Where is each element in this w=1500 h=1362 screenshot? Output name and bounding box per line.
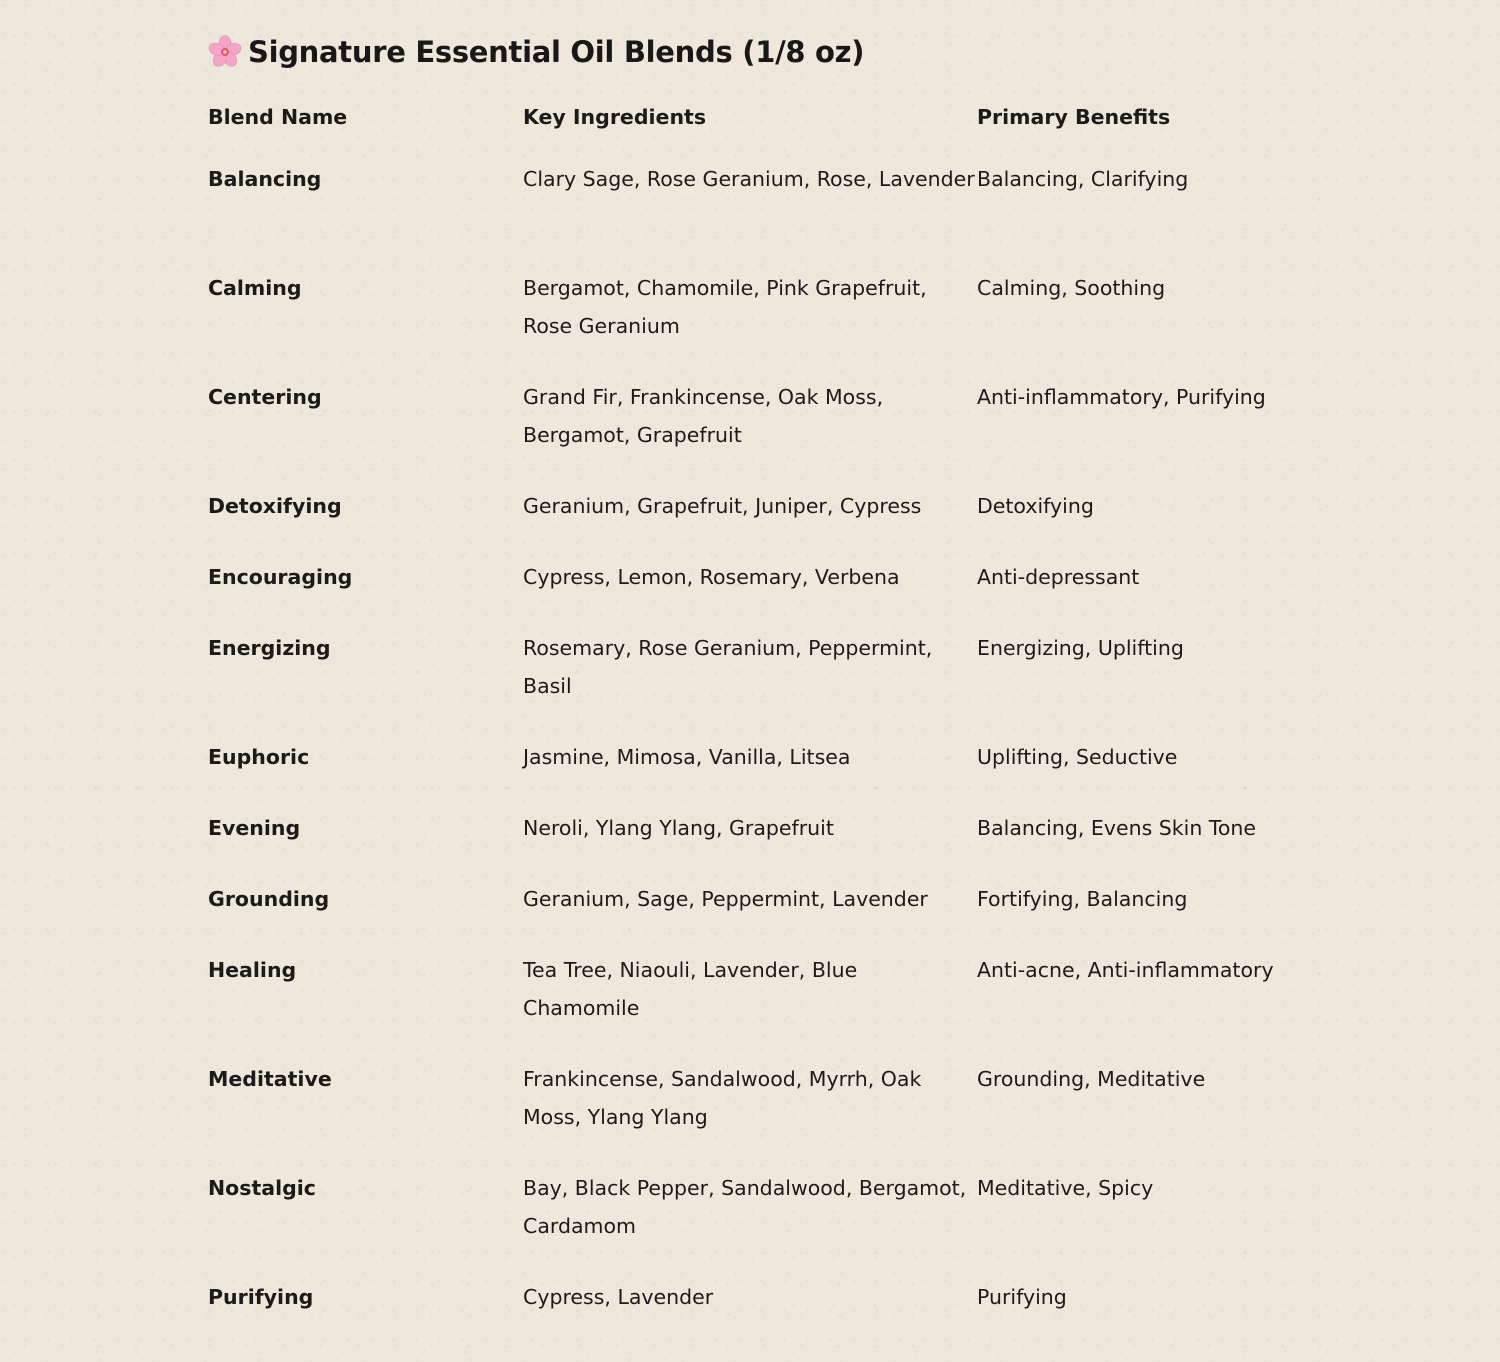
table-row xyxy=(208,809,1308,880)
blend-ingredients: Cypress, Lemon, Rosemary, Verbena xyxy=(523,565,900,589)
table-row xyxy=(208,1169,1308,1278)
blend-name: Healing xyxy=(208,958,297,982)
table-row xyxy=(208,487,1308,558)
blend-name: Euphoric xyxy=(208,745,310,769)
table-row xyxy=(208,160,1308,269)
column-header-ingredients: Key Ingredients xyxy=(523,105,707,129)
table-row xyxy=(208,378,1308,487)
blend-name: Purifying xyxy=(208,1285,314,1309)
blend-benefits: Anti-depressant xyxy=(977,565,1140,589)
blend-ingredients: Neroli, Ylang Ylang, Grapefruit xyxy=(523,816,834,840)
blend-ingredients: Geranium, Sage, Peppermint, Lavender xyxy=(523,887,928,911)
column-header-benefits: Primary Benefits xyxy=(977,105,1171,129)
blend-benefits: Anti-inflammatory, Purifying xyxy=(977,385,1266,409)
blend-benefits: Balancing, Clarifying xyxy=(977,167,1189,191)
blend-ingredients: Rosemary, Rose Geranium, Peppermint, Basil xyxy=(523,636,933,698)
blend-benefits: Detoxifying xyxy=(977,494,1094,518)
blend-benefits: Balancing, Evens Skin Tone xyxy=(977,816,1257,840)
blend-ingredients: Geranium, Grapefruit, Juniper, Cypress xyxy=(523,494,922,518)
blend-ingredients: Cypress, Lavender xyxy=(523,1285,714,1309)
blend-ingredients: Clary Sage, Rose Geranium, Rose, Lavender xyxy=(523,167,975,191)
blend-benefits: Anti-acne, Anti-inflammatory xyxy=(977,958,1274,982)
blend-benefits: Uplifting, Seductive xyxy=(977,745,1178,769)
table-row xyxy=(208,951,1308,1060)
blend-benefits: Meditative, Spicy xyxy=(977,1176,1154,1200)
page-title xyxy=(208,30,1308,74)
blend-benefits: Fortifying, Balancing xyxy=(977,887,1188,911)
blend-benefits: Purifying xyxy=(977,1285,1067,1309)
title-text: Signature Essential Oil Blends (1/8 oz) xyxy=(248,35,865,69)
table-row xyxy=(208,1060,1308,1169)
blend-ingredients: Grand Fir, Frankincense, Oak Moss, Bergamot, Grapefruit xyxy=(523,385,884,447)
blend-name: Detoxifying xyxy=(208,494,342,518)
blend-name: Meditative xyxy=(208,1067,332,1091)
blend-ingredients: Bergamot, Chamomile, Pink Grapefruit, Rose Geranium xyxy=(523,276,927,338)
blend-ingredients: Tea Tree, Niaouli, Lavender, Blue Chamomile xyxy=(523,958,858,1020)
blend-ingredients: Jasmine, Mimosa, Vanilla, Litsea xyxy=(523,745,851,769)
page xyxy=(208,30,1308,1349)
blends-table xyxy=(208,98,1308,1349)
table-row xyxy=(208,880,1308,951)
blend-name: Encouraging xyxy=(208,565,353,589)
blend-name: Evening xyxy=(208,816,301,840)
blend-benefits: Calming, Soothing xyxy=(977,276,1166,300)
blend-name: Nostalgic xyxy=(208,1176,316,1200)
table-row xyxy=(208,558,1308,629)
blend-name: Centering xyxy=(208,385,322,409)
blend-benefits: Grounding, Meditative xyxy=(977,1067,1206,1091)
column-header-name: Blend Name xyxy=(208,105,348,129)
blend-name: Energizing xyxy=(208,636,331,660)
blend-benefits: Energizing, Uplifting xyxy=(977,636,1184,660)
blend-name: Grounding xyxy=(208,887,330,911)
blend-name: Balancing xyxy=(208,167,322,191)
cherry-blossom-icon xyxy=(208,35,242,69)
table-row xyxy=(208,269,1308,378)
table-header xyxy=(208,98,1308,160)
blend-ingredients: Frankincense, Sandalwood, Myrrh, Oak Moss, Ylang Ylang xyxy=(523,1067,922,1129)
table-row xyxy=(208,1278,1308,1349)
table-row xyxy=(208,738,1308,809)
blend-ingredients: Bay, Black Pepper, Sandalwood, Bergamot, Cardamom xyxy=(523,1176,967,1238)
table-row xyxy=(208,629,1308,738)
blend-name: Calming xyxy=(208,276,302,300)
